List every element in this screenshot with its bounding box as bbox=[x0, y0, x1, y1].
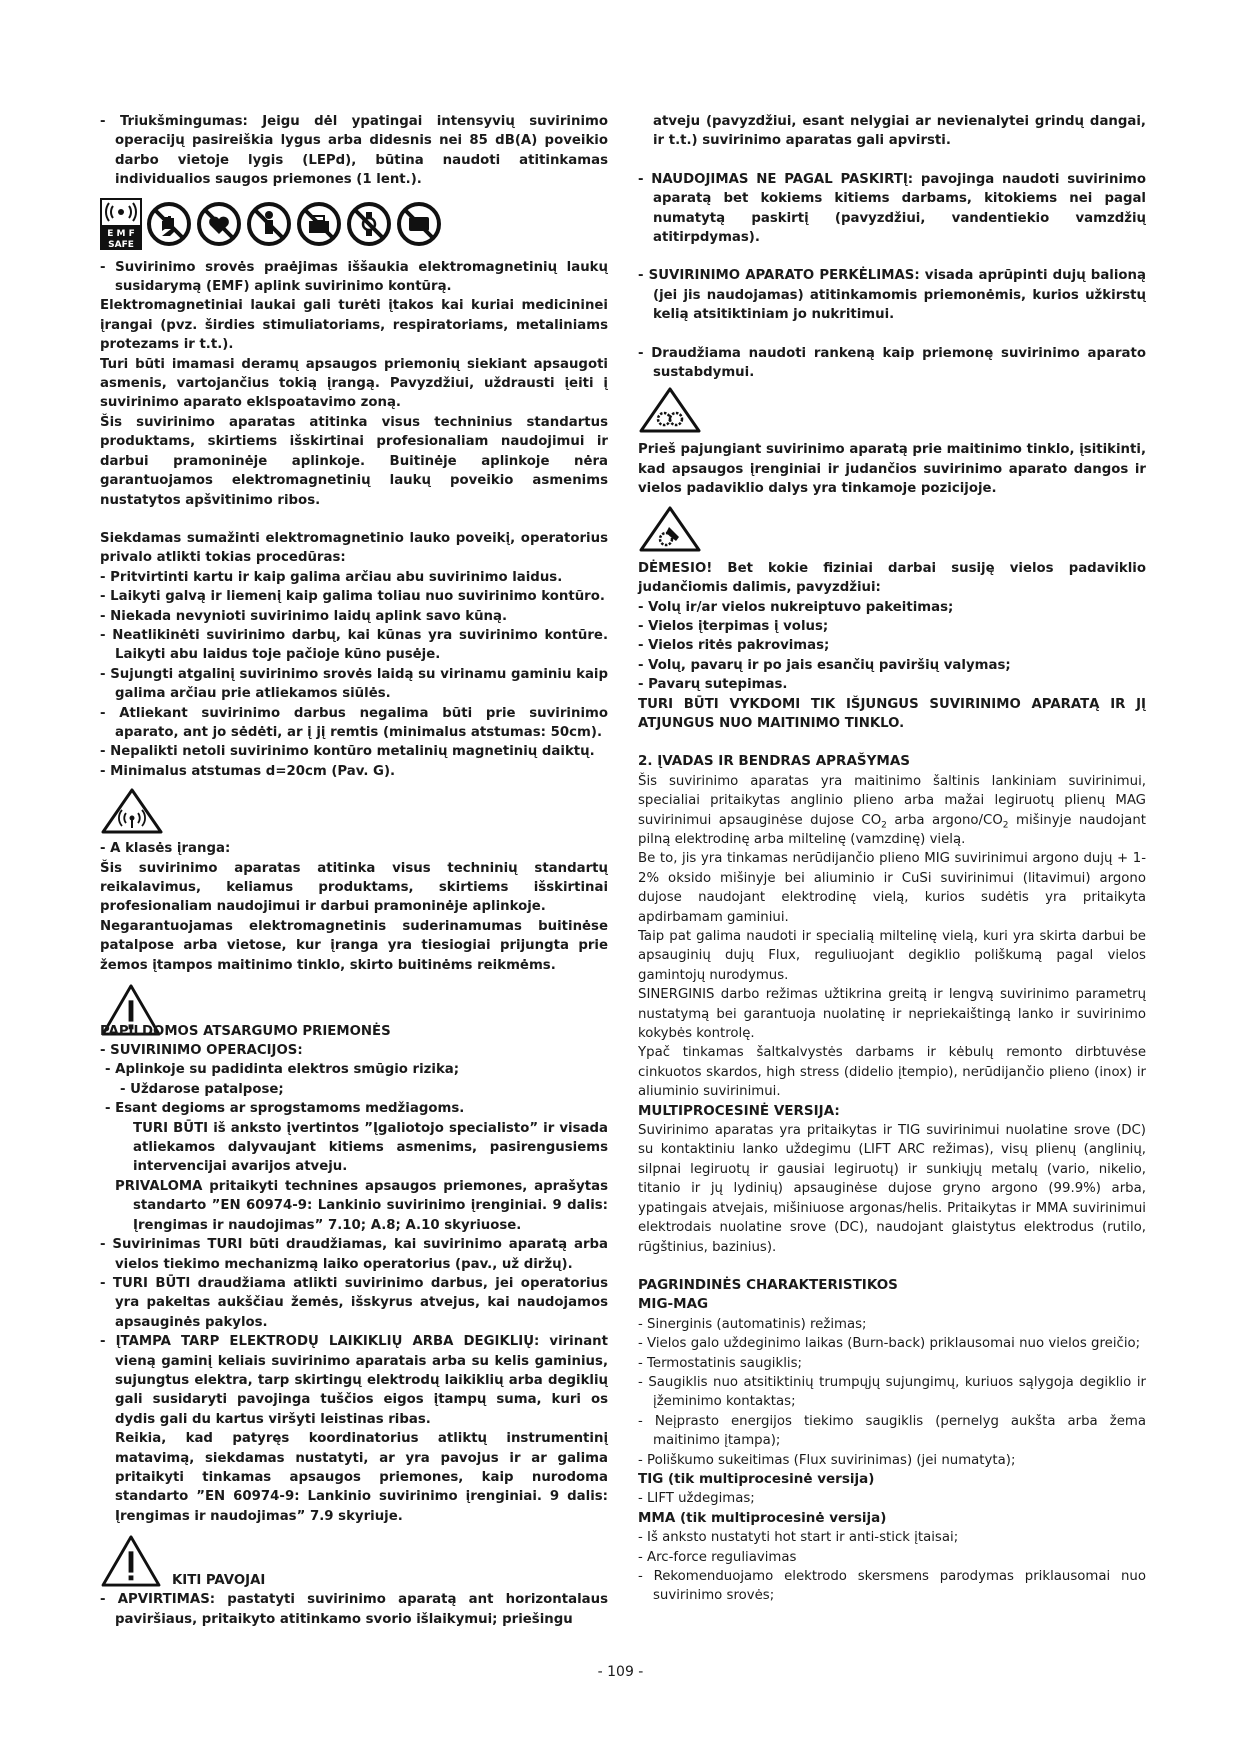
class-a-paragraph-1: Šis suvirinimo aparatas atitinka visus techninių standartų reikalavimus, keliamus produktams, skirtiems išskirtinai profesionaliam naudojimui ir darbui pramoninėje aplinkoje. bbox=[100, 860, 608, 915]
intro-paragraph-5: Ypač tinkamas šaltkalvystės darbams ir kėbulų remonto dirbtuvėse cinkuotos skardos, high stress (didelio įtempio), nerūdijančio plieno (inox) ir aliuminio suvirinimui. bbox=[638, 1045, 1146, 1100]
moving-parts-warning-icon bbox=[638, 386, 702, 434]
hand-crush-warning-icon bbox=[638, 505, 702, 553]
voltage-note: Reikia, kad patyręs koordinatorius atliktų instrumentinį matavimą, siekdamas nustatyti, ar yra pavojus ir ar galima pritaikyti tinkamas apsaugos priemones, kaip nurodoma standarto ”EN 60974-9: Lankinio suvirinimo įrenginiai. 9 dalis: Įrengimas ir naudojimas” 7.9 skyriuje. bbox=[115, 1431, 608, 1524]
reduce-item: - Laikyti galvą ir liemenį kaip galima toliau nuo suvirinimo kontūro. bbox=[100, 589, 605, 605]
intro-p1-part-c: mišinyje naudojant pilną elektrodinę arba miltelinę (vamzdinę) vielą. bbox=[638, 812, 1146, 847]
reduce-intro: Siekdamas sumažinti elektromagnetinio lauko poveikį, operatorius privalo atlikti tokias procedūras: bbox=[100, 530, 608, 566]
class-a-title: - A klasės įranga: bbox=[100, 841, 231, 857]
reduce-item: - Pritvirtinti kartu ir kaip galima arčiau abu suvirinimo laidus. bbox=[100, 569, 563, 585]
class-a-paragraph-2: Negarantuojamas elektromagnetinis suderinamumas buitinėse patalpose arba vietose, kur įranga yra tiesiogiai prijungta prie žemos įtampos maitinimo tinklo, skirto buitinėms reikmėms. bbox=[100, 918, 608, 973]
other-hazards-header bbox=[100, 1534, 608, 1590]
tig-title: TIG (tik multiprocesinė versija) bbox=[638, 1470, 875, 1487]
emf-label-top: E M F bbox=[107, 228, 135, 239]
intro-section-title: 2. ĮVADAS IR BENDRAS APRAŠYMAS bbox=[638, 753, 910, 770]
mma-item: - Iš anksto nustatyti hot start ir anti-stick įtaisai; bbox=[638, 1530, 959, 1546]
no-watch-icon bbox=[346, 201, 392, 247]
intro-paragraph-3: Taip pat galima naudoti ir specialią miltelinę vielą, kuri yra skirta darbui be apsauginių dujų Flux, reguliuojant degiklio poliškumą pagal vielos gamintojų nurodymus. bbox=[638, 929, 1146, 983]
noise-item: - Triukšmingumas: Jeigu dėl ypatingai intensyvių suvirinimo operacijų pasireiškia lygus arba didesnis nei 85 dB(A) poveikio darbo vietoje lygis (LEPd), būtina naudoti atitinkamas individualios saugos priemones (1 lent.). bbox=[100, 114, 608, 188]
height-item: - TURI BŪTI draudžiama atlikti suvirinimo darbus, jei operatorius yra pakeltas aukščiau žemės, išskyrus atvejus, kai naudojamos apsauginės pakylos. bbox=[100, 1275, 608, 1330]
reduce-item: - Minimalus atstumas d=20cm (Pav. G). bbox=[100, 763, 396, 779]
mig-mag-item: - Poliškumo sukeitimas (Flux suvirinimas) (jei numatyta); bbox=[638, 1452, 1016, 1468]
non-ionizing-radiation-warning-icon bbox=[100, 787, 164, 835]
emf-item: - Suvirinimo srovės praėjimas iššaukia elektromagnetinių laukų susidarymą (EMF) aplink suvirinimo kontūrą. bbox=[100, 259, 608, 295]
attention-intro: DĖMESIO! Bet kokie fiziniai darbai susiję vielos padaviklio judančiomis dalimis, pavyzdžiui: bbox=[638, 560, 1146, 596]
handle-item: - Draudžiama naudoti rankeną kaip priemonę suvirinimo aparato sustabdymui. bbox=[638, 345, 1146, 381]
transport-item: - SUVIRINIMO APARATO PERKĖLIMAS: visada aprūpinti dujų balioną (jei jis naudojamas) atitinkamomis priemonėmis, kurios užkirstų kelią atsitiktiniam jo nukritimui. bbox=[638, 268, 1146, 323]
no-credit-card-icon bbox=[396, 201, 442, 247]
mma-item: - Arc-force reguliavimas bbox=[638, 1549, 797, 1565]
multiprocess-title: MULTIPROCESINĖ VERSIJA: bbox=[638, 1102, 840, 1119]
page-number: - 109 - bbox=[597, 1664, 644, 1680]
attention-item: - Pavarų sutepimas. bbox=[638, 677, 788, 693]
multiprocess-paragraph: Suvirinimo aparatas yra pritaikytas ir TIG suvirinimui nuolatine srove (DC) su kontaktiniu lanko uždegimu (LIFT ARC režimas), visų plienų (anglinių, silpnai legiruotų ir gausiai legiruotų) ir sunkiųjų metalų (vario, nikelio, titanio ir jų lydinių) apsauginėse dujose gryno argono (99.9%) arba, ypatingais atvejais, mišiniuose argonas/helis. Pritaikytas ir MMA suvirinimui elektrodais nuolatine srove (DC), naudojant glaistytus elektrodus (rutilo, rūgštinius, bazinius). bbox=[638, 1123, 1146, 1255]
emf-safe-icon bbox=[100, 198, 142, 250]
general-warning-icon bbox=[100, 1534, 162, 1588]
no-hand-icon bbox=[146, 201, 192, 247]
emf-paragraph-1: Elektromagnetiniai laukai gali turėti įtakos kai kuriai medicininei įrangai (pvz. širdies stimuliatoriams, respiratoriams, metaliniams protezams ir t.t.). bbox=[100, 298, 608, 353]
mig-mag-item: - Neįprasto energijos tiekimo saugiklis (pernelyg aukšta arba žema maitinimo įtampa); bbox=[638, 1413, 1146, 1449]
mig-mag-item: - Sinerginis (automatinis) režimas; bbox=[638, 1316, 867, 1332]
ops-mandatory-text: PRIVALOMA pritaikyti technines apsaugos priemones, aprašytas standarto ”EN 60974-9: Lankinio suvirinimo įrenginiai. 9 dalis: Įrengimas ir naudojimas” 7.10; A.8; A.10 skyriuose. bbox=[115, 1178, 608, 1233]
before-connect-text: Prieš pajungiant suvirinimo aparatą prie maitinimo tinklo, įsitikinti, kad apsaugos įrenginiai ir judančios suvirinimo aparato dangos ir vielos padaviklio dalys yra tinkamoje pozicijoje. bbox=[638, 442, 1146, 497]
intro-paragraph-4: SINERGINIS darbo režimas užtikrina greitą ir lengvą suvirinimo parametrų nustatymą bei garantuoja nuolatinę ir nepriekaištingą lanko ir suvirinimo kokybės kontrolę. bbox=[638, 987, 1146, 1042]
intro-p1-part-a: Šis suvirinimo aparatas yra maitinimo šaltinis lankiniam suvirinimui, specialiai pritaikytas anglinio plieno arba mažai legiruotų plienų MAG suvirinimui apsauginėse dujose CO bbox=[638, 773, 1146, 828]
voltage-item: - ĮTAMPA TARP ELEKTRODŲ LAIKIKLIŲ ARBA DEGIKLIŲ: virinant vieną gaminį keliais suvirinimo aparatais arba su kelis gaminius, sujungtus elektra, tarp skirtingų elektrodų laikiklių arba degiklių gali susidaryti pavojinga tuščios eigos įtampų suma, kuri os dydis gali du kartus viršyti leistinas ribas. bbox=[100, 1334, 608, 1427]
emf-paragraph-2: Turi būti imamasi deramų apsaugos priemonių siekiant apsaugoti asmenis, vartojančius tokią įrangą. Pavyzdžiui, uždrausti įeiti į suvirinimo aparato eklspoatavimo zoną. bbox=[100, 356, 608, 411]
right-column bbox=[638, 112, 1146, 1606]
reduce-item: - Atliekant suvirinimo darbus negalima būti prie suvirinimo aparato, ant jo sėdėti, ar į jį remtis (minimalus atstumas: 50cm). bbox=[100, 705, 608, 740]
ops-condition: - Aplinkoje su padidinta elektros smūgio rizika; bbox=[105, 1062, 460, 1078]
intro-paragraph-2: Be to, jis yra tinkamas nerūdijančio plieno MIG suvirinimui argono dujų + 1-2% oksido mišinyje bei aliuminio ir CuSi suvirinimui (litavimui) argono dujose naudojant elektrodinę vielą, kurios sudėtis yra pritaikyta apdirbamam gaminiui. bbox=[638, 851, 1146, 925]
ops-must-text: TURI BŪTI iš anksto įvertintos ”Įgaliotojo specialisto” ir visada atliekamos dalyvaujant kitiems asmenims, pasirengusiems intervencijai avarijos atveju. bbox=[133, 1120, 608, 1175]
reduce-item: - Nepalikti netoli suvirinimo kontūro metalinių magnetinių daiktų. bbox=[100, 744, 595, 760]
safety-icon-row bbox=[100, 198, 608, 250]
mig-mag-item: - Saugiklis nuo atsitiktinių trumpųjų sujungimų, kuriuos sąlygoja degiklio ir įžeminimo kontaktas; bbox=[638, 1374, 1146, 1410]
main-features-title: PAGRINDINĖS CHARAKTERISTIKOS bbox=[638, 1276, 898, 1293]
attention-end: TURI BŪTI VYKDOMI TIK IŠJUNGUS SUVIRINIMO APARATĄ IR JĮ ATJUNGUS NUO MAITINIMO TINKLO. bbox=[638, 696, 1146, 731]
attention-item: - Vielos ritės pakrovimas; bbox=[638, 638, 830, 654]
mig-mag-item: - Vielos galo uždeginimo laikas (Burn-back) priklausomai nuo vielos greičio; bbox=[638, 1336, 1141, 1352]
misuse-item: - NAUDOJIMAS NE PAGAL PASKIRTĮ: pavojinga naudoti suvirinimo aparatą bet kokiems kitiems darbams, kitokiems nei pagal numatytą paskirtį (pavyzdžiui, vandentiekio vamzdžių atitirpdymas). bbox=[638, 171, 1146, 246]
mma-item: - Rekomenduojamo elektrodo skersmens parodymas priklausomai nuo suvirinimo srovės; bbox=[638, 1569, 1146, 1604]
intro-paragraph-1 bbox=[638, 772, 1146, 850]
attention-item: - Volų, pavarų ir po jais esančių paviršių valymas; bbox=[638, 657, 1011, 673]
tig-item: - LIFT uždegimas; bbox=[638, 1491, 755, 1507]
welding-operations-title: - SUVIRINIMO OPERACIJOS: bbox=[100, 1043, 303, 1059]
mig-mag-title: MIG-MAG bbox=[638, 1296, 709, 1313]
no-pacemaker-icon bbox=[196, 201, 242, 247]
no-metal-implant-icon bbox=[246, 201, 292, 247]
reduce-item: - Sujungti atgalinį suvirinimo srovės laidą su virinamu gaminiu kaip galima arčiau prie atliekamos siūlės. bbox=[100, 666, 608, 702]
reduce-item: - Niekada nevynioti suvirinimo laidų aplink savo kūną. bbox=[100, 608, 508, 624]
other-hazards-title: KITI PAVOJAI bbox=[172, 1573, 266, 1589]
extra-precautions-header bbox=[100, 983, 608, 1041]
extra-precautions-title: PAPILDOMOS ATSARGUMO PRIEMONĖS bbox=[100, 1024, 391, 1040]
reduce-item: - Neatlikinėti suvirinimo darbų, kai kūnas yra suvirinimo kontūre. Laikyti abu laidus toje pačioje kūno pusėje. bbox=[100, 627, 608, 663]
emf-label-bottom: SAFE bbox=[108, 239, 134, 250]
attention-item: - Vielos įterpimas į volus; bbox=[638, 618, 829, 634]
no-metal-objects-icon bbox=[296, 201, 342, 247]
left-column bbox=[100, 112, 608, 1629]
mig-mag-item: - Termostatinis saugiklis; bbox=[638, 1355, 802, 1371]
attention-item: - Volų ir/ar vielos nukreiptuvo pakeitimas; bbox=[638, 599, 954, 615]
tip-over-item: - APVIRTIMAS: pastatyti suvirinimo aparatą ant horizontalaus paviršiaus, pritaikyto atitinkamo svorio išlaikymui; priešingu bbox=[100, 1592, 608, 1627]
feed-hold-item: - Suvirinimas TURI būti draudžiamas, kai suvirinimo aparatą arba vielos tiekimo mechanizmą laiko operatorius (pav., už diržų). bbox=[100, 1237, 608, 1272]
co2-subscript: 2 bbox=[881, 820, 887, 831]
ops-condition: - Uždarose patalpose; bbox=[120, 1081, 284, 1097]
intro-p1-part-b: arba argono/CO bbox=[886, 812, 1003, 828]
co2-subscript: 2 bbox=[1002, 820, 1009, 831]
emf-paragraph-3: Šis suvirinimo aparatas atitinka visus techninius standartus produktams, skirtiems išskirtinai profesionaliam naudojimui ir darbui pramoninėje aplinkoje. Buitinėje aplinkoje nėra garantuojamos elektromagnetinių laukų poveikio asmenims nustatytos apšvitinimo ribos. bbox=[100, 414, 608, 508]
mma-title: MMA (tik multiprocesinė versija) bbox=[638, 1509, 887, 1526]
ops-condition: - Esant degioms ar sprogstamoms medžiagoms. bbox=[105, 1101, 465, 1117]
tip-over-continuation: atveju (pavyzdžiui, esant nelygiai ar nevienalytei grindų dangai, ir t.t.) suvirinimo aparatas gali apvirsti. bbox=[653, 114, 1146, 149]
